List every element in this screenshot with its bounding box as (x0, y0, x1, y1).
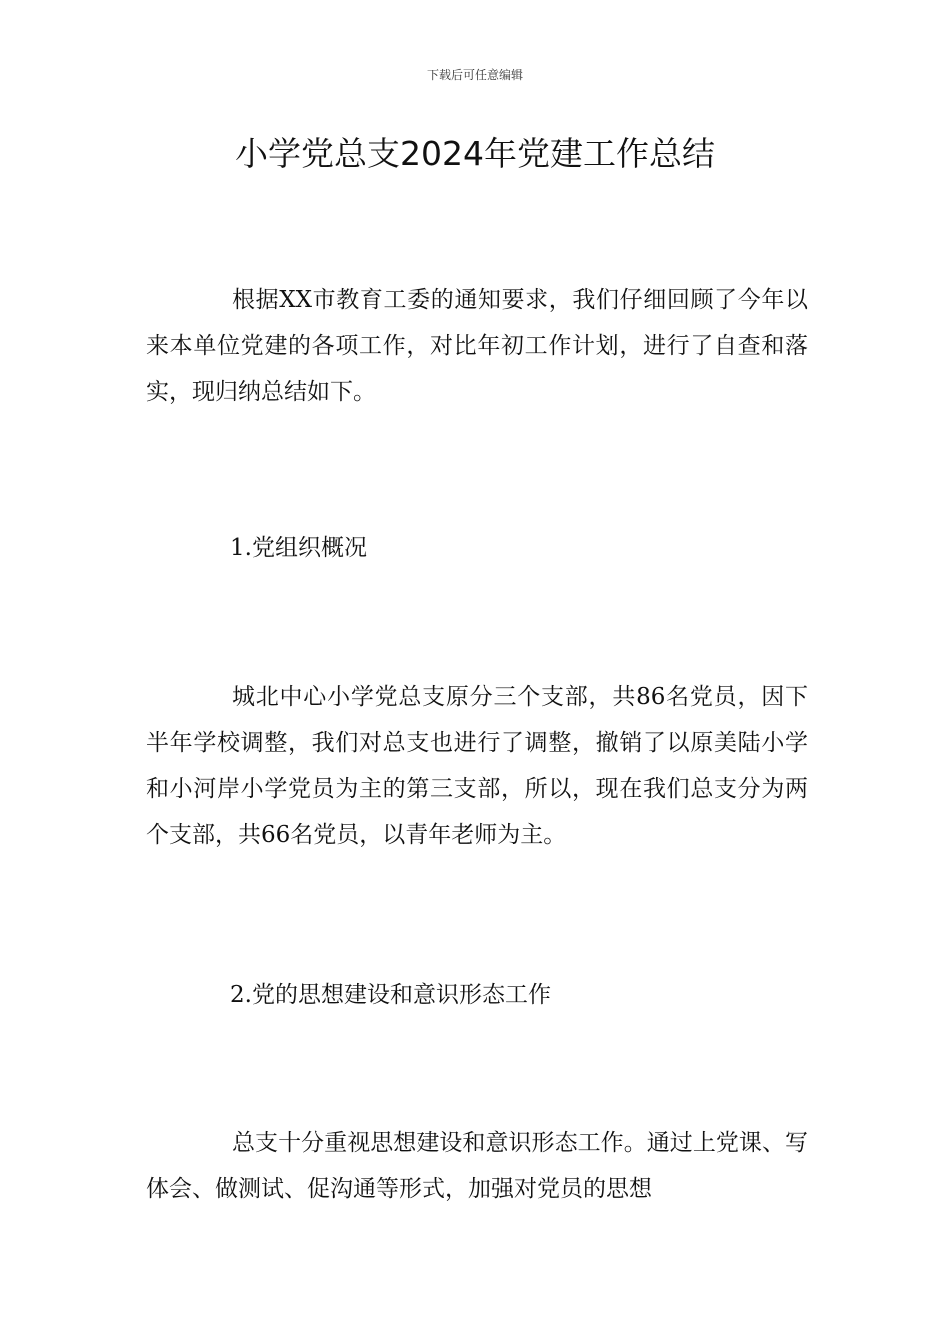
section-heading-1: 1.党组织概况 (230, 535, 367, 561)
page-header-note: 下载后可任意编辑 (426, 68, 523, 82)
section-heading-2: 2.党的思想建设和意识形态工作 (230, 982, 551, 1008)
intro-paragraph: 根据XX市教育工委的通知要求，我们仔细回顾了今年以来本单位党建的各项工作，对比年初工作计划，进行了自查和落实，现归纳总结如下。 (146, 287, 808, 405)
section-body-1: 城北中心小学党总支原分三个支部，共86名党员，因下半年学校调整，我们对总支也进行了调整，撤销了以原美陆小学和小河岸小学党员为主的第三支部，所以，现在我们总支分为两个支部，共66名党员，以青年老师为主。 (146, 684, 808, 848)
section-body-2: 总支十分重视思想建设和意识形态工作。通过上党课、写体会、做测试、促沟通等形式，加强对党员的思想 (146, 1130, 808, 1202)
document-title: 小学党总支2024年党建工作总结 (235, 134, 715, 173)
